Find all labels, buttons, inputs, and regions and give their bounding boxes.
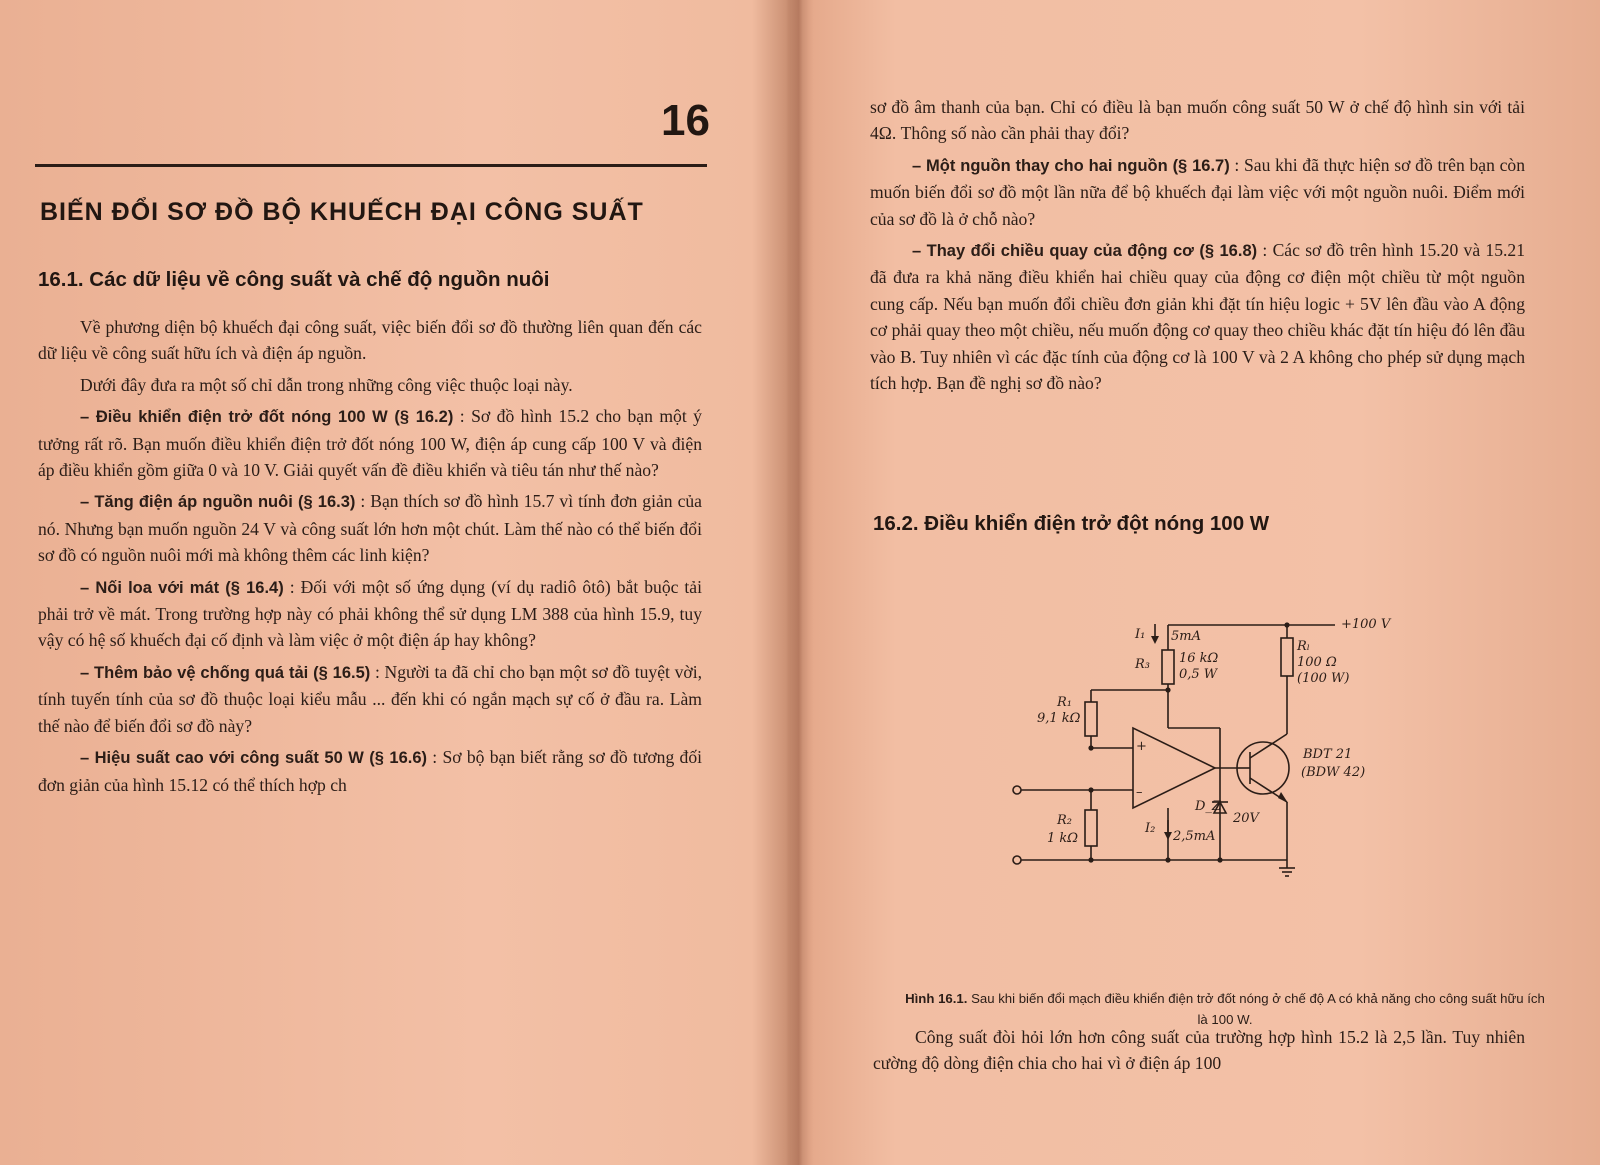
item-text: : Người ta đã chỉ cho bạn một sơ đồ tuyệt vời, tính tuyến tính của sơ đồ thuộc loại kiểu mẫu ... đến khi có ngắn mạch sự cố ở đầu ra. Làm thế nào để biến đổi sơ đồ này? — [38, 661, 703, 736]
item-lead: – Tăng điện áp nguồn nuôi (§ 16.3) — [80, 493, 356, 512]
list-item — [870, 237, 1525, 396]
section-title-16-2: 16.2. Điều khiển điện trở đột nóng 100 W — [873, 512, 1270, 535]
label-r1: R₁ — [1057, 695, 1072, 710]
list-item — [38, 744, 702, 798]
label-opamp-plus: + — [1136, 739, 1147, 754]
intro-paragraph-1: Về phương diện bộ khuếch đại công suất, việc biến đổi sơ đồ thường liên quan đến các dữ liệu về công suất hữu ích và điện áp nguồn. — [38, 317, 702, 364]
item-lead: – Điều khiển điện trở đốt nóng 100 W (§ 16.2) — [80, 408, 454, 427]
item-text: : Sau khi đã thực hiện sơ đồ trên bạn còn muốn biến đổi sơ đồ một lần nữa để bộ khuếch đại làm việc với một nguồn nuôi. Điểm mới của sơ đồ là ở chỗ nào? — [870, 154, 1525, 229]
label-r3: R₃ — [1135, 657, 1150, 672]
book-gutter — [786, 0, 814, 1165]
item-lead: – Hiệu suất cao với công suất 50 W (§ 16.6) — [80, 749, 428, 768]
label-supply: +100 V — [1341, 617, 1391, 632]
item-lead: – Một nguồn thay cho hai nguồn (§ 16.7) — [912, 156, 1230, 175]
label-opamp-minus: – — [1136, 785, 1143, 800]
list-item — [38, 574, 702, 654]
item-text: : Sơ bộ bạn biết rằng sơ đồ tương đối đơn giản của hình 15.12 có thể thích hợp ch — [38, 747, 702, 795]
chapter-number: 16 — [661, 96, 710, 145]
label-rl-value-2: (100 W) — [1297, 671, 1350, 686]
label-r3-value-1: 16 kΩ — [1179, 651, 1219, 666]
label-rl-value-1: 100 Ω — [1297, 655, 1337, 670]
label-dz: D_Z — [1195, 799, 1221, 814]
list-item — [870, 152, 1525, 232]
left-page — [0, 0, 790, 1165]
list-item — [38, 403, 702, 483]
label-r1-value: 9,1 kΩ — [1037, 711, 1081, 726]
closing-paragraph: Công suất đòi hỏi lớn hơn công suất của trường hợp hình 15.2 là 2,5 lần. Tuy nhiên cường độ dòng điện chia cho hai vì ở điện áp 100 — [873, 1027, 1525, 1074]
label-i2-value: 2,5mA — [1173, 829, 1216, 844]
label-r3-value-2: 0,5 W — [1179, 667, 1218, 682]
item-text: : Các sơ đồ trên hình 15.20 và 15.21 đã đưa ra khả năng điều khiển hai chiều quay của động cơ điện một chiều từ một nguồn cung cấp. Nếu bạn muốn đổi chiều đơn giản khi đặt tín hiệu logic + 5V lên đầu vào A động cơ phải quay theo một chiều, nếu muốn động cơ quay theo chiều khác đặt tín hiệu đó lên đầu vào B. Tuy nhiên vì các đặc tính của động cơ là 100 V và 2 A không cho phép sử dụng mạch tích hợp. Bạn đề nghị sơ đồ nào? — [870, 240, 1525, 394]
list-item — [38, 488, 702, 568]
item-text: : Sơ đồ hình 15.2 cho bạn một ý tưởng rất rõ. Bạn muốn điều khiển điện trở đốt nóng 100 W, điện áp cung cấp 100 V và điện áp điều khiển gồm giữa 0 và 10 V. Giải quyết vấn đề điều khiển và tiêu tán như thế nào? — [38, 406, 702, 481]
item-text: : Bạn thích sơ đồ hình 15.7 vì tính đơn giản của nó. Nhưng bạn muốn nguồn 24 V và công suất lớn hơn một chút. Làm thế nào có thể biến đổi sơ đồ có nguồn nuôi mới mà không thêm các linh kiện? — [38, 491, 702, 566]
label-i2: I₂ — [1145, 821, 1156, 836]
label-rl: Rₗ — [1297, 639, 1310, 654]
right-page — [815, 0, 1600, 1165]
label-transistor-1: BDT 21 — [1303, 747, 1353, 762]
chapter-title: BIẾN ĐỔI SƠ ĐỒ BỘ KHUẾCH ĐẠI CÔNG SUẤT — [40, 198, 644, 226]
chapter-rule — [35, 164, 707, 167]
label-r2: R₂ — [1057, 813, 1072, 828]
list-item — [38, 659, 702, 739]
right-body — [870, 94, 1525, 396]
left-body — [38, 314, 702, 798]
item-lead: – Thêm bảo vệ chống quá tải (§ 16.5) — [80, 663, 371, 682]
continuation-paragraph: sơ đồ âm thanh của bạn. Chỉ có điều là bạn muốn công suất 50 W ở chế độ hình sin với tải 4Ω. Thông số nào cần phải thay đổi? — [870, 97, 1525, 144]
label-dz-value: 20V — [1233, 811, 1259, 826]
caption-text: Sau khi biến đổi mạch điều khiển điện trở đốt nóng ở chế độ A có khả năng cho công suất hữu ích là 100 W. — [967, 991, 1545, 1027]
item-text: : Đối với một số ứng dụng (ví dụ radiô ôtô) bắt buộc tải phải trở về mát. Trong trường hợp này có phải không thể sử dụng LM 388 của hình 15.9, tuy vậy có hệ số khuếch đại cố định và làm việc ở một điện áp hay không? — [38, 576, 702, 651]
intro-paragraph-2: Dưới đây đưa ra một số chỉ dẫn trong những công việc thuộc loại này. — [80, 374, 573, 395]
label-i1: I₁ — [1135, 627, 1146, 642]
label-i1-value: 5mA — [1171, 629, 1201, 644]
circuit-diagram — [1005, 610, 1425, 900]
item-lead: – Thay đổi chiều quay của động cơ (§ 16.8) — [912, 242, 1258, 261]
label-transistor-2: (BDW 42) — [1301, 765, 1366, 780]
caption-label: Hình 16.1. — [905, 991, 968, 1006]
item-lead: – Nối loa với mát (§ 16.4) — [80, 578, 284, 597]
closing-body — [873, 1024, 1525, 1077]
section-title-16-1: 16.1. Các dữ liệu về công suất và chế độ nguồn nuôi — [38, 268, 550, 291]
label-r2-value: 1 kΩ — [1047, 831, 1079, 846]
